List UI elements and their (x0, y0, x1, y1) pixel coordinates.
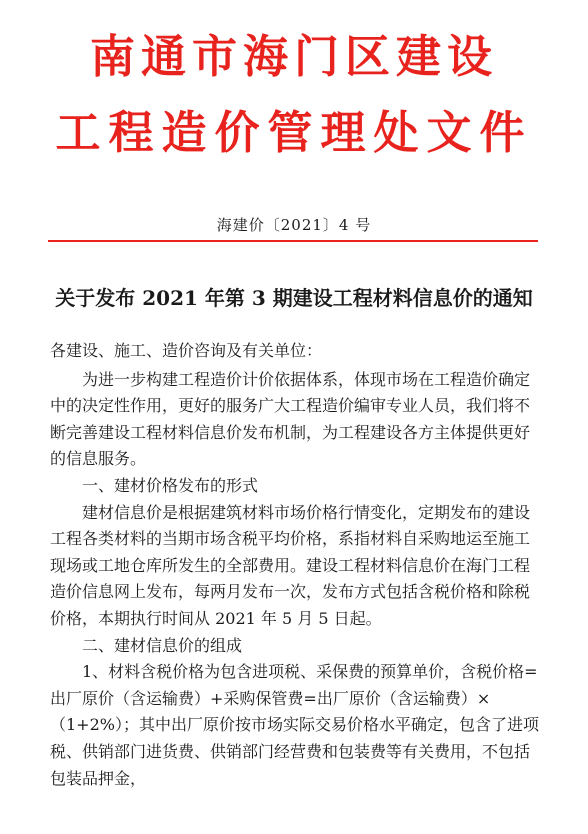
section-2-heading: 二、建材信息价的组成 (82, 635, 243, 655)
document-number: 海建价〔2021〕4 号 (216, 216, 372, 234)
issuer-header-line-2: 工程造价管理处文件 (55, 106, 533, 159)
section-2-paragraph: 1、材料含税价格为包含进项税、采保费的预算单价，含税价格=出厂原价（含运输费）+采购保管费=出厂原价（含运输费）×（1+2%）；其中出厂原价按市场实际交易价格水平确定，包含了进项税、供销部门进货费、供销部门经营费和包装费等有关费用，不包括包装品押金， (50, 662, 539, 788)
section-1-paragraph: 建材信息价是根据建筑材料市场价格行情变化，定期发布的建设工程各类材料的当期市场含税平均价格，系指材料自采购地运至施工现场或工地仓库所发生的全部费用。建设工程材料信息价在海门工程造价信息网上发布，每两月发布一次，发布方式包括含税价格和除税价格，本期执行时间从 2021 年 5 月 5 日起。 (50, 502, 531, 628)
header-divider (48, 240, 538, 242)
notice-title: 关于发布 2021 年第 3 期建设工程材料信息价的通知 (55, 286, 533, 310)
salutation: 各建设、施工、造价咨询及有关单位： (50, 341, 323, 360)
section-1-heading: 一、建材价格发布的形式 (82, 475, 259, 495)
intro-paragraph: 为进一步构建工程造价计价依据体系，体现市场在工程造价确定中的决定性作用，更好的服务广大工程造价编审专业人员，我们将不断完善建设工程材料信息价发布机制，为工程建设各方主体提供更好的信息服务。 (50, 369, 531, 469)
notice-body (50, 338, 540, 792)
issuer-header-line-1: 南通市海门区建设 (89, 30, 498, 83)
